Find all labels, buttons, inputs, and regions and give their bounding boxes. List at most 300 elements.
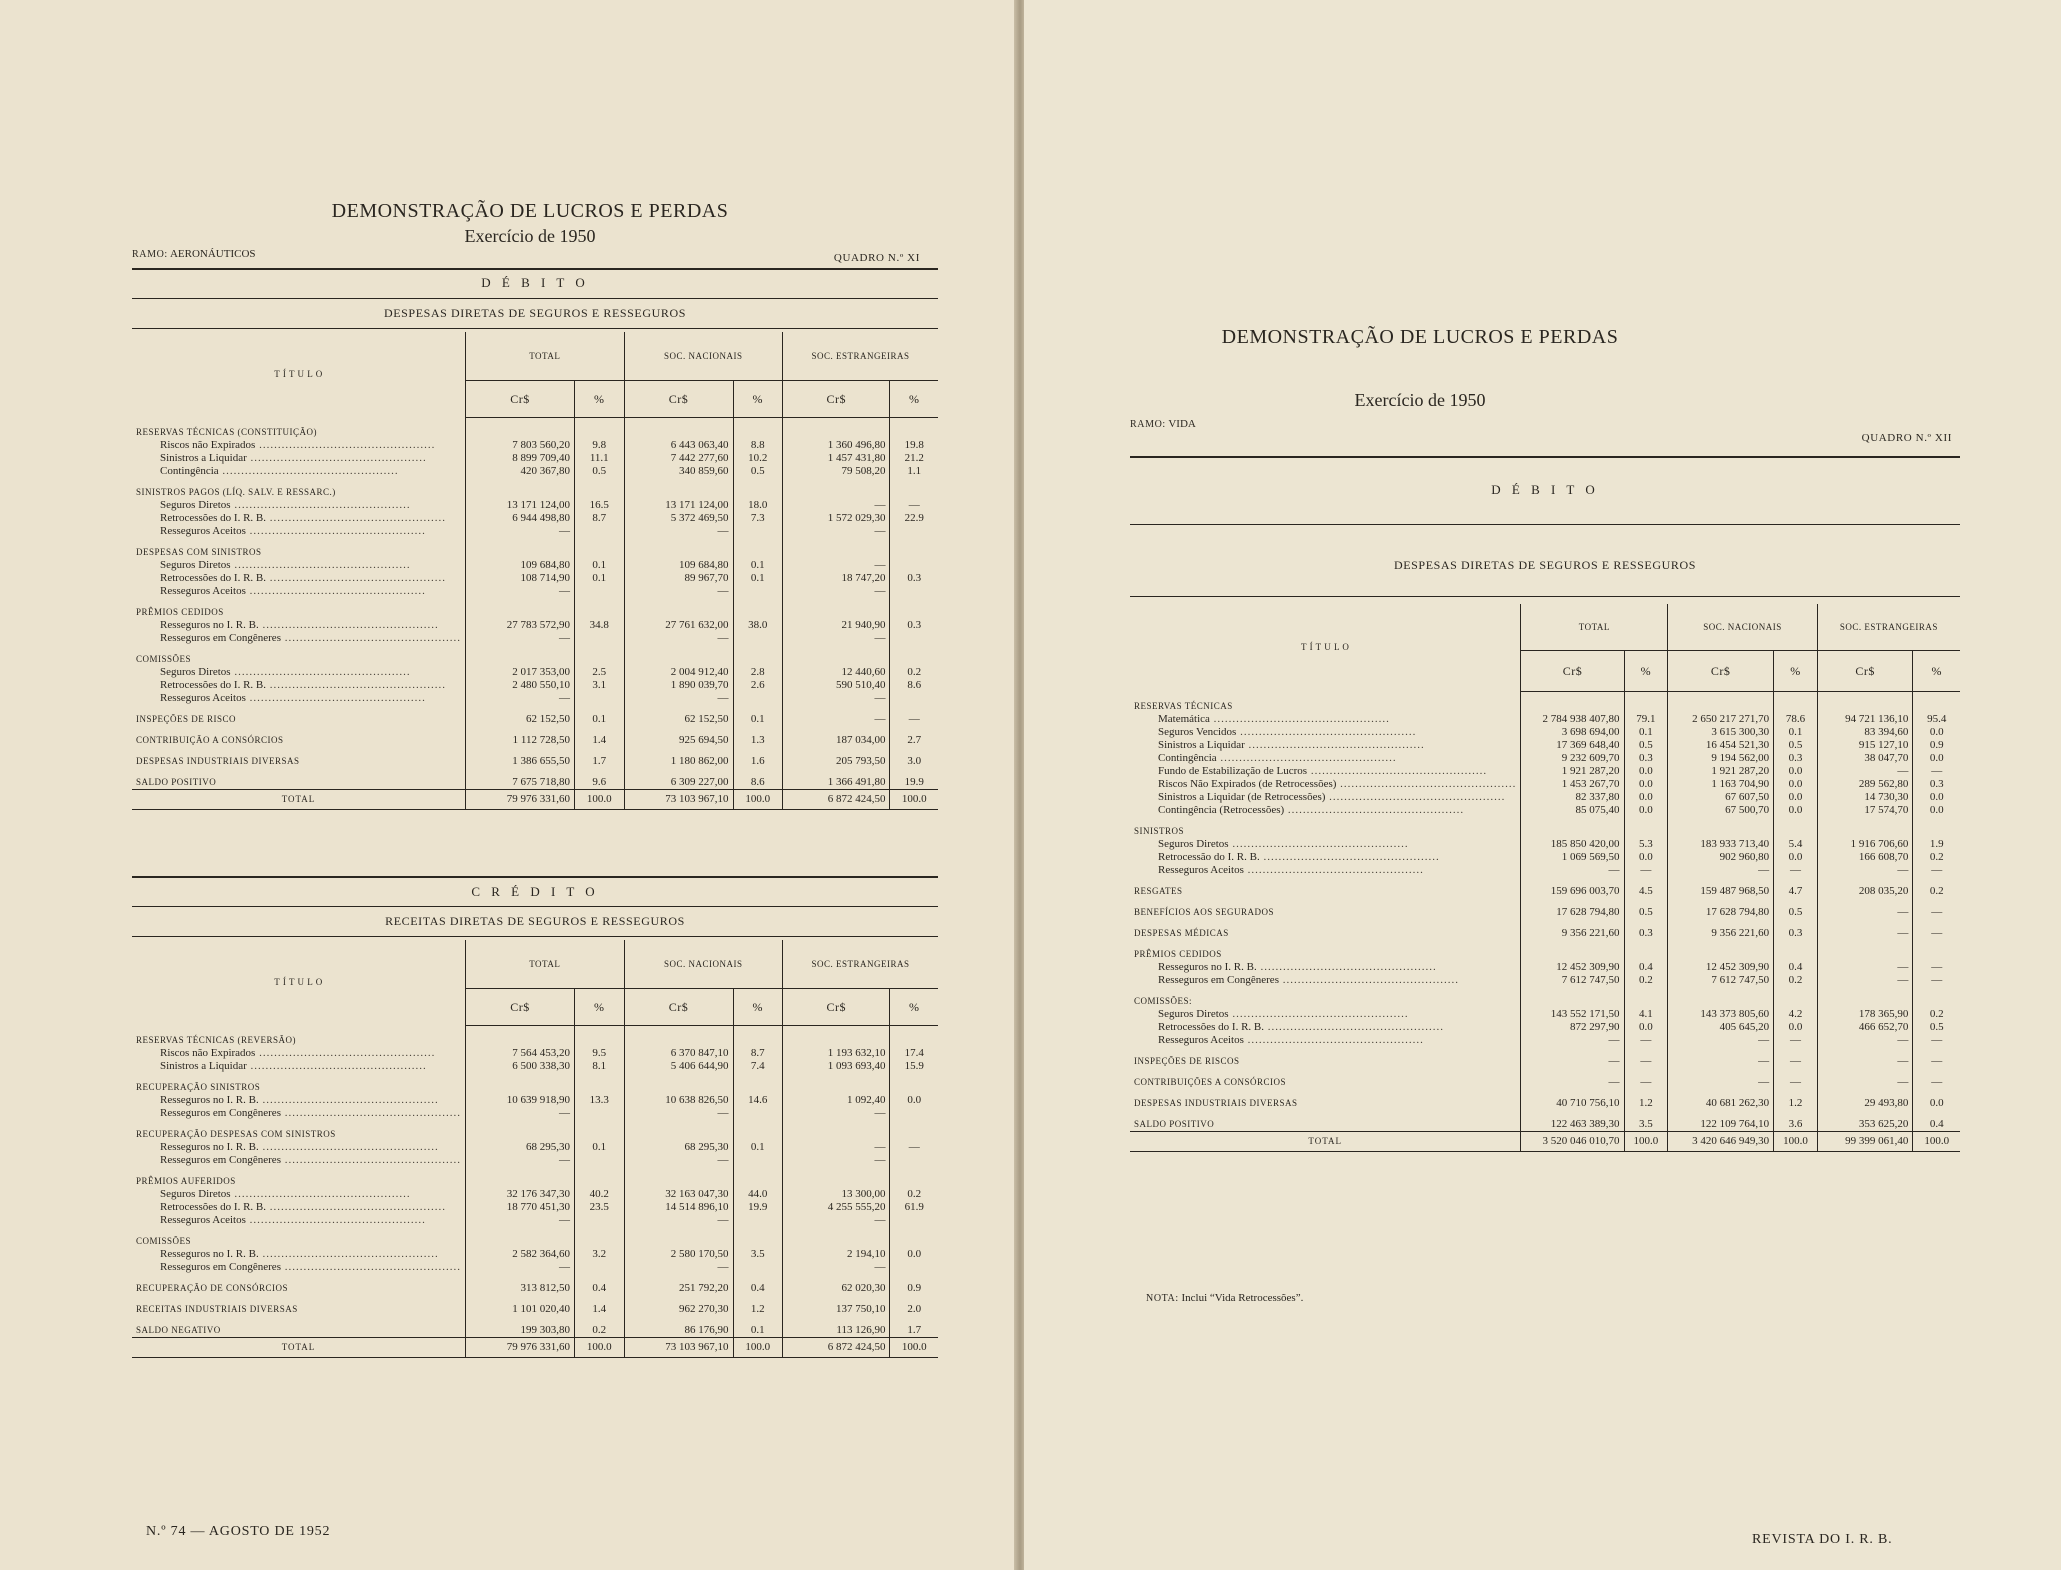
- left-credit-percent-cell: [890, 1154, 938, 1167]
- left-credit-percent-cell: 2.0: [890, 1295, 938, 1316]
- right-item-row: [1130, 765, 1960, 778]
- left-debit-row-label: Retrocessões do I. R. B. .....: [132, 512, 465, 525]
- left-debit-value-cell: [465, 538, 574, 559]
- left-debit-group-row: [132, 726, 938, 747]
- left-debit-value-cell: [624, 598, 733, 619]
- left-debit-percent-cell: [574, 632, 624, 645]
- left-debit-table: [132, 332, 938, 810]
- left-debit-percent-cell: [733, 585, 783, 598]
- left-debit-value-cell: [624, 645, 733, 666]
- left-credit-value-cell: [465, 1227, 574, 1248]
- right-value-cell: —: [1817, 898, 1913, 919]
- right-value-cell: 122 109 764,10: [1668, 1110, 1774, 1132]
- left-debit-value-cell: 6 443 063,40: [624, 439, 733, 452]
- left-debit-row-label: COMISSÕES: [136, 653, 192, 664]
- right-value-cell: —: [1817, 1034, 1913, 1047]
- right-percent-cell: 0.3: [1774, 752, 1818, 765]
- left-credit-item-row: [132, 1107, 938, 1120]
- left-debit-percent-cell: 1.4: [574, 726, 624, 747]
- left-debit-percent-cell: [574, 645, 624, 666]
- right-percent-cell: —: [1913, 919, 1960, 940]
- left-debit-value-cell: [783, 645, 890, 666]
- right-item-row: [1130, 752, 1960, 765]
- right-value-cell: [1817, 987, 1913, 1008]
- right-note-text: Inclui “Vida Retrocessões”.: [1181, 1292, 1304, 1304]
- left-debit-group-row: [132, 705, 938, 726]
- left-credit-crs-2: Cr$: [624, 989, 733, 1026]
- right-value-cell: 17 628 794,80: [1521, 898, 1624, 919]
- right-value-cell: 9 356 221,60: [1668, 919, 1774, 940]
- right-percent-cell: 0.0: [1913, 1089, 1960, 1110]
- left-credit-row-label: RECUPERAÇÃO SINISTROS: [136, 1081, 261, 1092]
- left-debit-row-label: Resseguros Aceitos .....: [132, 525, 465, 538]
- left-debit-value-cell: 18 747,20: [783, 572, 890, 585]
- right-quadro: QUADRO N.º XII: [1861, 432, 1952, 444]
- right-percent-cell: 3.5: [1624, 1110, 1668, 1132]
- left-debit-value-cell: 12 440,60: [783, 666, 890, 679]
- left-credit-percent-cell: [890, 1214, 938, 1227]
- left-debit-value-cell: 89 967,70: [624, 572, 733, 585]
- left-debit-percent-cell: 100.0: [890, 789, 938, 809]
- left-credit-percent-cell: 3.2: [574, 1248, 624, 1261]
- left-debit-item-row: [132, 465, 938, 478]
- right-group-row: [1130, 877, 1960, 898]
- left-credit-item-row: [132, 1060, 938, 1073]
- left-debit-row-label: Resseguros Aceitos .....: [132, 692, 465, 705]
- right-total-row: [1130, 1131, 1960, 1151]
- left-credito-heading: C R É D I T O: [471, 884, 599, 899]
- left-debit-total-row: [132, 789, 938, 809]
- right-debito-sub-rule: [1130, 596, 1960, 597]
- left-credit-value-cell: [783, 1073, 890, 1094]
- right-percent-cell: —: [1913, 1047, 1960, 1068]
- right-pct-1: %: [1624, 651, 1668, 692]
- left-debit-value-cell: 13 171 124,00: [624, 499, 733, 512]
- left-debit-percent-cell: 2.5: [574, 666, 624, 679]
- left-credit-value-cell: [624, 1026, 733, 1047]
- left-credit-percent-cell: [733, 1167, 783, 1188]
- left-debit-percent-cell: [574, 585, 624, 598]
- right-value-cell: 99 399 061,40: [1817, 1131, 1913, 1151]
- right-value-cell: 67 500,70: [1668, 804, 1774, 817]
- right-percent-cell: —: [1774, 1068, 1818, 1089]
- left-debit-value-cell: —: [783, 559, 890, 572]
- right-ramo-value: VIDA: [1168, 418, 1196, 430]
- left-debit-value-cell: 62 152,50: [465, 705, 574, 726]
- right-value-cell: —: [1817, 961, 1913, 974]
- left-debit-percent-cell: [890, 692, 938, 705]
- right-col-titulo: T Í T U L O: [1300, 642, 1350, 653]
- left-debit-col-total: TOTAL: [465, 332, 624, 381]
- right-value-cell: 14 730,30: [1817, 791, 1913, 804]
- left-debit-percent-cell: 38.0: [733, 619, 783, 632]
- right-value-cell: 872 297,90: [1521, 1021, 1624, 1034]
- right-percent-cell: 0.5: [1774, 739, 1818, 752]
- left-credit-percent-cell: 23.5: [574, 1201, 624, 1214]
- right-item-row: [1130, 838, 1960, 851]
- right-row-label: PRÊMIOS CEDIDOS: [1134, 948, 1222, 959]
- left-credit-percent-cell: 0.1: [733, 1316, 783, 1338]
- left-debit-percent-cell: [733, 632, 783, 645]
- left-credit-item-row: [132, 1214, 938, 1227]
- right-percent-cell: 0.0: [1913, 804, 1960, 817]
- left-debit-value-cell: 27 761 632,00: [624, 619, 733, 632]
- left-credit-value-cell: 6 370 847,10: [624, 1047, 733, 1060]
- left-debit-percent-cell: 2.7: [890, 726, 938, 747]
- right-value-cell: [1521, 940, 1624, 961]
- right-value-cell: 9 194 562,00: [1668, 752, 1774, 765]
- left-debit-percent-cell: 1.7: [574, 747, 624, 768]
- left-debit-value-cell: [624, 538, 733, 559]
- left-credit-row-label: Sinistros a Liquidar .....: [132, 1060, 465, 1073]
- left-credit-group-row: [132, 1026, 938, 1047]
- right-percent-cell: 0.3: [1774, 919, 1818, 940]
- right-crs-1: Cr$: [1521, 651, 1624, 692]
- right-row-label: Riscos Não Expirados (de Retrocessões) .....: [1130, 778, 1521, 791]
- right-percent-cell: 0.5: [1913, 1021, 1960, 1034]
- right-item-row: [1130, 961, 1960, 974]
- left-debit-value-cell: 62 152,50: [624, 705, 733, 726]
- left-credito-top-rule: [132, 876, 938, 878]
- left-credit-value-cell: 2 194,10: [783, 1248, 890, 1261]
- left-credit-value-cell: 962 270,30: [624, 1295, 733, 1316]
- left-debit-row-label: Riscos não Expirados .....: [132, 439, 465, 452]
- left-debit-value-cell: 6 872 424,50: [783, 789, 890, 809]
- left-debit-value-cell: —: [624, 585, 733, 598]
- right-percent-cell: 0.0: [1774, 791, 1818, 804]
- right-pct-3: %: [1913, 651, 1960, 692]
- left-debit-percent-cell: —: [890, 705, 938, 726]
- left-debit-percent-cell: [733, 478, 783, 499]
- right-value-cell: [1668, 940, 1774, 961]
- left-debit-percent-cell: [890, 538, 938, 559]
- right-pct-2: %: [1774, 651, 1818, 692]
- left-credit-value-cell: 32 176 347,30: [465, 1188, 574, 1201]
- left-title: DEMONSTRAÇÃO DE LUCROS E PERDAS: [331, 200, 729, 222]
- right-note: [1146, 1292, 1303, 1304]
- right-value-cell: 67 607,50: [1668, 791, 1774, 804]
- left-credit-percent-cell: [890, 1261, 938, 1274]
- left-credit-value-cell: 10 638 826,50: [624, 1094, 733, 1107]
- right-group-row: [1130, 1068, 1960, 1089]
- left-credit-value-cell: 62 020,30: [783, 1274, 890, 1295]
- left-debit-group-row: [132, 747, 938, 768]
- left-debit-item-row: [132, 525, 938, 538]
- left-debit-percent-cell: 0.1: [574, 705, 624, 726]
- left-debit-value-cell: —: [624, 525, 733, 538]
- left-debit-row-label: Resseguros no I. R. B. .....: [132, 619, 465, 632]
- right-group-row: [1130, 1047, 1960, 1068]
- right-debito-subheading: DESPESAS DIRETAS DE SEGUROS E RESSEGUROS: [1393, 558, 1697, 572]
- left-credit-value-cell: —: [465, 1154, 574, 1167]
- right-value-cell: 143 373 805,60: [1668, 1008, 1774, 1021]
- left-credit-percent-cell: [890, 1120, 938, 1141]
- left-credit-value-cell: —: [783, 1107, 890, 1120]
- right-percent-cell: [1624, 817, 1668, 838]
- left-debit-percent-cell: 0.1: [733, 705, 783, 726]
- left-debit-percent-cell: [890, 478, 938, 499]
- right-value-cell: 3 420 646 949,30: [1668, 1131, 1774, 1151]
- left-debit-value-cell: 1 180 862,00: [624, 747, 733, 768]
- left-debit-percent-cell: [733, 692, 783, 705]
- left-credit-percent-cell: 8.7: [733, 1047, 783, 1060]
- right-row-label: INSPEÇÕES DE RISCOS: [1134, 1055, 1240, 1066]
- left-credit-percent-cell: 15.9: [890, 1060, 938, 1073]
- right-value-cell: —: [1668, 1047, 1774, 1068]
- left-credit-value-cell: 18 770 451,30: [465, 1201, 574, 1214]
- left-debit-percent-cell: 3.0: [890, 747, 938, 768]
- left-debit-percent-cell: [890, 418, 938, 439]
- right-percent-cell: 0.4: [1774, 961, 1818, 974]
- right-row-label: DESPESAS INDUSTRIAIS DIVERSAS: [1134, 1097, 1298, 1108]
- left-credit-value-cell: 313 812,50: [465, 1274, 574, 1295]
- left-debit-row-label: INSPEÇÕES DE RISCO: [136, 713, 237, 724]
- left-credit-value-cell: [783, 1120, 890, 1141]
- right-value-cell: 2 784 938 407,80: [1521, 713, 1624, 726]
- right-value-cell: 83 394,60: [1817, 726, 1913, 739]
- left-credit-value-cell: —: [465, 1261, 574, 1274]
- left-credit-percent-cell: —: [890, 1141, 938, 1154]
- right-percent-cell: 3.6: [1774, 1110, 1818, 1132]
- left-debit-value-cell: 205 793,50: [783, 747, 890, 768]
- left-credit-value-cell: —: [783, 1154, 890, 1167]
- right-title: DEMONSTRAÇÃO DE LUCROS E PERDAS: [1221, 326, 1619, 348]
- left-debit-row-label: DESPESAS INDUSTRIAIS DIVERSAS: [136, 755, 300, 766]
- left-credit-percent-cell: 17.4: [890, 1047, 938, 1060]
- right-item-row: [1130, 739, 1960, 752]
- left-debit-percent-cell: 7.3: [733, 512, 783, 525]
- right-page: [1024, 0, 2061, 1570]
- left-credit-table: [132, 940, 938, 1358]
- left-credit-value-cell: —: [624, 1154, 733, 1167]
- right-value-cell: 183 933 713,40: [1668, 838, 1774, 851]
- left-credit-value-cell: [783, 1167, 890, 1188]
- right-percent-cell: 5.4: [1774, 838, 1818, 851]
- left-credit-percent-cell: [733, 1214, 783, 1227]
- right-row-label: Retrocessões do I. R. B. .....: [1130, 1021, 1521, 1034]
- left-debit-value-cell: —: [465, 632, 574, 645]
- left-credit-percent-cell: [890, 1227, 938, 1248]
- right-percent-cell: 4.2: [1774, 1008, 1818, 1021]
- right-percent-cell: —: [1913, 1034, 1960, 1047]
- left-debit-item-row: [132, 452, 938, 465]
- right-row-label: Matemática .....: [1130, 713, 1521, 726]
- left-credit-col-total: TOTAL: [465, 940, 624, 989]
- right-percent-cell: 0.5: [1624, 739, 1668, 752]
- right-value-cell: —: [1817, 1068, 1913, 1089]
- left-debit-percent-cell: 0.1: [733, 572, 783, 585]
- left-credit-value-cell: 1 092,40: [783, 1094, 890, 1107]
- left-debit-percent-cell: 18.0: [733, 499, 783, 512]
- left-debit-value-cell: 109 684,80: [465, 559, 574, 572]
- right-value-cell: 1 163 704,90: [1668, 778, 1774, 791]
- right-percent-cell: 0.2: [1913, 851, 1960, 864]
- left-debit-group-row: [132, 645, 938, 666]
- left-debit-group-row: [132, 418, 938, 439]
- left-debit-percent-cell: 21.2: [890, 452, 938, 465]
- right-percent-cell: 0.4: [1913, 1110, 1960, 1132]
- left-debit-value-cell: [624, 478, 733, 499]
- left-debit-row-label: Contingência .....: [132, 465, 465, 478]
- left-debit-item-row: [132, 559, 938, 572]
- left-credit-row-label: RESERVAS TÉCNICAS (REVERSÃO): [136, 1034, 296, 1045]
- left-debit-percent-cell: 8.8: [733, 439, 783, 452]
- right-value-cell: 1 453 267,70: [1521, 778, 1624, 791]
- left-debit-value-cell: [783, 418, 890, 439]
- left-credit-percent-cell: 44.0: [733, 1188, 783, 1201]
- right-group-row: [1130, 1110, 1960, 1132]
- right-value-cell: 40 681 262,30: [1668, 1089, 1774, 1110]
- right-percent-cell: 0.0: [1774, 778, 1818, 791]
- left-credit-percent-cell: 7.4: [733, 1060, 783, 1073]
- left-debit-value-cell: [783, 538, 890, 559]
- right-percent-cell: 100.0: [1913, 1131, 1960, 1151]
- right-value-cell: 1 921 287,20: [1668, 765, 1774, 778]
- left-credit-col-titulo: T Í T U L O: [274, 977, 323, 988]
- right-item-row: [1130, 713, 1960, 726]
- left-credit-row-label: Resseguros em Congêneres .....: [132, 1261, 465, 1274]
- right-value-cell: 208 035,20: [1817, 877, 1913, 898]
- right-percent-cell: 0.9: [1913, 739, 1960, 752]
- left-debit-percent-cell: 16.5: [574, 499, 624, 512]
- right-percent-cell: 79.1: [1624, 713, 1668, 726]
- left-credit-row-label: Seguros Diretos .....: [132, 1188, 465, 1201]
- right-value-cell: 17 628 794,80: [1668, 898, 1774, 919]
- right-value-cell: 143 552 171,50: [1521, 1008, 1624, 1021]
- left-credit-percent-cell: [733, 1026, 783, 1047]
- left-credit-percent-cell: 0.1: [574, 1141, 624, 1154]
- right-item-row: [1130, 791, 1960, 804]
- left-credit-percent-cell: [574, 1261, 624, 1274]
- left-credit-percent-cell: [574, 1154, 624, 1167]
- right-value-cell: 185 850 420,00: [1521, 838, 1624, 851]
- left-credit-group-row: [132, 1227, 938, 1248]
- right-value-cell: 166 608,70: [1817, 851, 1913, 864]
- left-debit-percent-cell: 8.6: [890, 679, 938, 692]
- left-debit-row-label: PRÊMIOS CEDIDOS: [136, 606, 224, 617]
- left-credit-value-cell: 1 093 693,40: [783, 1060, 890, 1073]
- left-credit-percent-cell: 0.0: [890, 1248, 938, 1261]
- right-item-row: [1130, 974, 1960, 987]
- left-debit-percent-cell: 8.6: [733, 768, 783, 790]
- left-credit-value-cell: —: [783, 1214, 890, 1227]
- left-debit-percent-cell: 19.8: [890, 439, 938, 452]
- left-credit-percent-cell: 61.9: [890, 1201, 938, 1214]
- right-value-cell: 3 615 300,30: [1668, 726, 1774, 739]
- right-percent-cell: —: [1774, 1047, 1818, 1068]
- right-value-cell: 12 452 309,90: [1668, 961, 1774, 974]
- right-value-cell: —: [1668, 1034, 1774, 1047]
- right-value-cell: 915 127,10: [1817, 739, 1913, 752]
- right-percent-cell: 0.2: [1774, 974, 1818, 987]
- right-value-cell: [1521, 692, 1624, 713]
- right-percent-cell: —: [1913, 765, 1960, 778]
- right-note-label: NOTA:: [1146, 1293, 1179, 1304]
- left-debit-row-label: Retrocessões do I. R. B. .....: [132, 572, 465, 585]
- right-value-cell: [1668, 987, 1774, 1008]
- left-credit-value-cell: 68 295,30: [465, 1141, 574, 1154]
- right-value-cell: —: [1817, 1047, 1913, 1068]
- left-debit-pct-2: %: [733, 381, 783, 418]
- left-debit-percent-cell: [890, 525, 938, 538]
- left-debit-value-cell: 109 684,80: [624, 559, 733, 572]
- right-value-cell: 85 075,40: [1521, 804, 1624, 817]
- right-percent-cell: 5.3: [1624, 838, 1668, 851]
- left-top-rule: [132, 268, 938, 270]
- right-group-row: [1130, 898, 1960, 919]
- left-credit-percent-cell: [733, 1120, 783, 1141]
- left-debit-value-cell: 108 714,90: [465, 572, 574, 585]
- right-item-row: [1130, 1021, 1960, 1034]
- left-credit-row-label: SALDO NEGATIVO: [136, 1324, 221, 1335]
- right-percent-cell: 0.3: [1624, 752, 1668, 765]
- left-credit-percent-cell: [574, 1026, 624, 1047]
- right-percent-cell: [1913, 940, 1960, 961]
- right-item-row: [1130, 851, 1960, 864]
- right-percent-cell: 0.0: [1624, 1021, 1668, 1034]
- right-value-cell: 38 047,70: [1817, 752, 1913, 765]
- right-value-cell: 902 960,80: [1668, 851, 1774, 864]
- left-credit-value-cell: 4 255 555,20: [783, 1201, 890, 1214]
- left-credit-row-label: Resseguros em Congêneres .....: [132, 1154, 465, 1167]
- left-credit-percent-cell: [890, 1107, 938, 1120]
- left-credit-row-label: TOTAL: [132, 1337, 465, 1357]
- left-credit-value-cell: —: [465, 1107, 574, 1120]
- left-debit-value-cell: 1 360 496,80: [783, 439, 890, 452]
- right-percent-cell: 0.2: [1624, 974, 1668, 987]
- left-credit-value-cell: [465, 1026, 574, 1047]
- left-debit-percent-cell: 10.2: [733, 452, 783, 465]
- left-debit-percent-cell: [733, 645, 783, 666]
- left-credit-value-cell: [624, 1120, 733, 1141]
- left-debit-value-cell: [465, 478, 574, 499]
- left-credit-percent-cell: [574, 1107, 624, 1120]
- left-page: [0, 0, 1018, 1570]
- right-value-cell: 40 710 756,10: [1521, 1089, 1624, 1110]
- left-debit-percent-cell: [574, 525, 624, 538]
- left-credit-percent-cell: 14.6: [733, 1094, 783, 1107]
- right-row-label: BENEFÍCIOS AOS SEGURADOS: [1134, 906, 1275, 917]
- right-value-cell: [1817, 940, 1913, 961]
- right-value-cell: 17 574,70: [1817, 804, 1913, 817]
- right-value-cell: 159 696 003,70: [1521, 877, 1624, 898]
- left-debit-value-cell: 79 508,20: [783, 465, 890, 478]
- left-credit-percent-cell: 100.0: [890, 1337, 938, 1357]
- left-debito-rule: [132, 298, 938, 299]
- left-debit-value-cell: 2 004 912,40: [624, 666, 733, 679]
- right-percent-cell: 0.4: [1624, 961, 1668, 974]
- left-debit-value-cell: 7 442 277,60: [624, 452, 733, 465]
- right-value-cell: —: [1521, 1068, 1624, 1089]
- left-credit-value-cell: [624, 1073, 733, 1094]
- left-debit-item-row: [132, 632, 938, 645]
- left-credit-value-cell: 2 582 364,60: [465, 1248, 574, 1261]
- left-debit-value-cell: —: [465, 585, 574, 598]
- left-debit-row-label: TOTAL: [132, 789, 465, 809]
- right-value-cell: 9 356 221,60: [1521, 919, 1624, 940]
- left-credit-row-label: RECUPERAÇÃO DESPESAS COM SINISTROS: [136, 1128, 336, 1139]
- left-debit-percent-cell: [574, 598, 624, 619]
- left-credit-pct-3: %: [890, 989, 938, 1026]
- left-debit-percent-cell: 1.6: [733, 747, 783, 768]
- left-debit-value-cell: 6 309 227,00: [624, 768, 733, 790]
- right-row-label: RESERVAS TÉCNICAS: [1134, 700, 1233, 711]
- right-percent-cell: 0.1: [1774, 726, 1818, 739]
- right-row-label: Fundo de Estabilização de Lucros .....: [1130, 765, 1521, 778]
- right-item-row: [1130, 1034, 1960, 1047]
- right-percent-cell: —: [1913, 974, 1960, 987]
- left-credit-row-label: Riscos não Expirados .....: [132, 1047, 465, 1060]
